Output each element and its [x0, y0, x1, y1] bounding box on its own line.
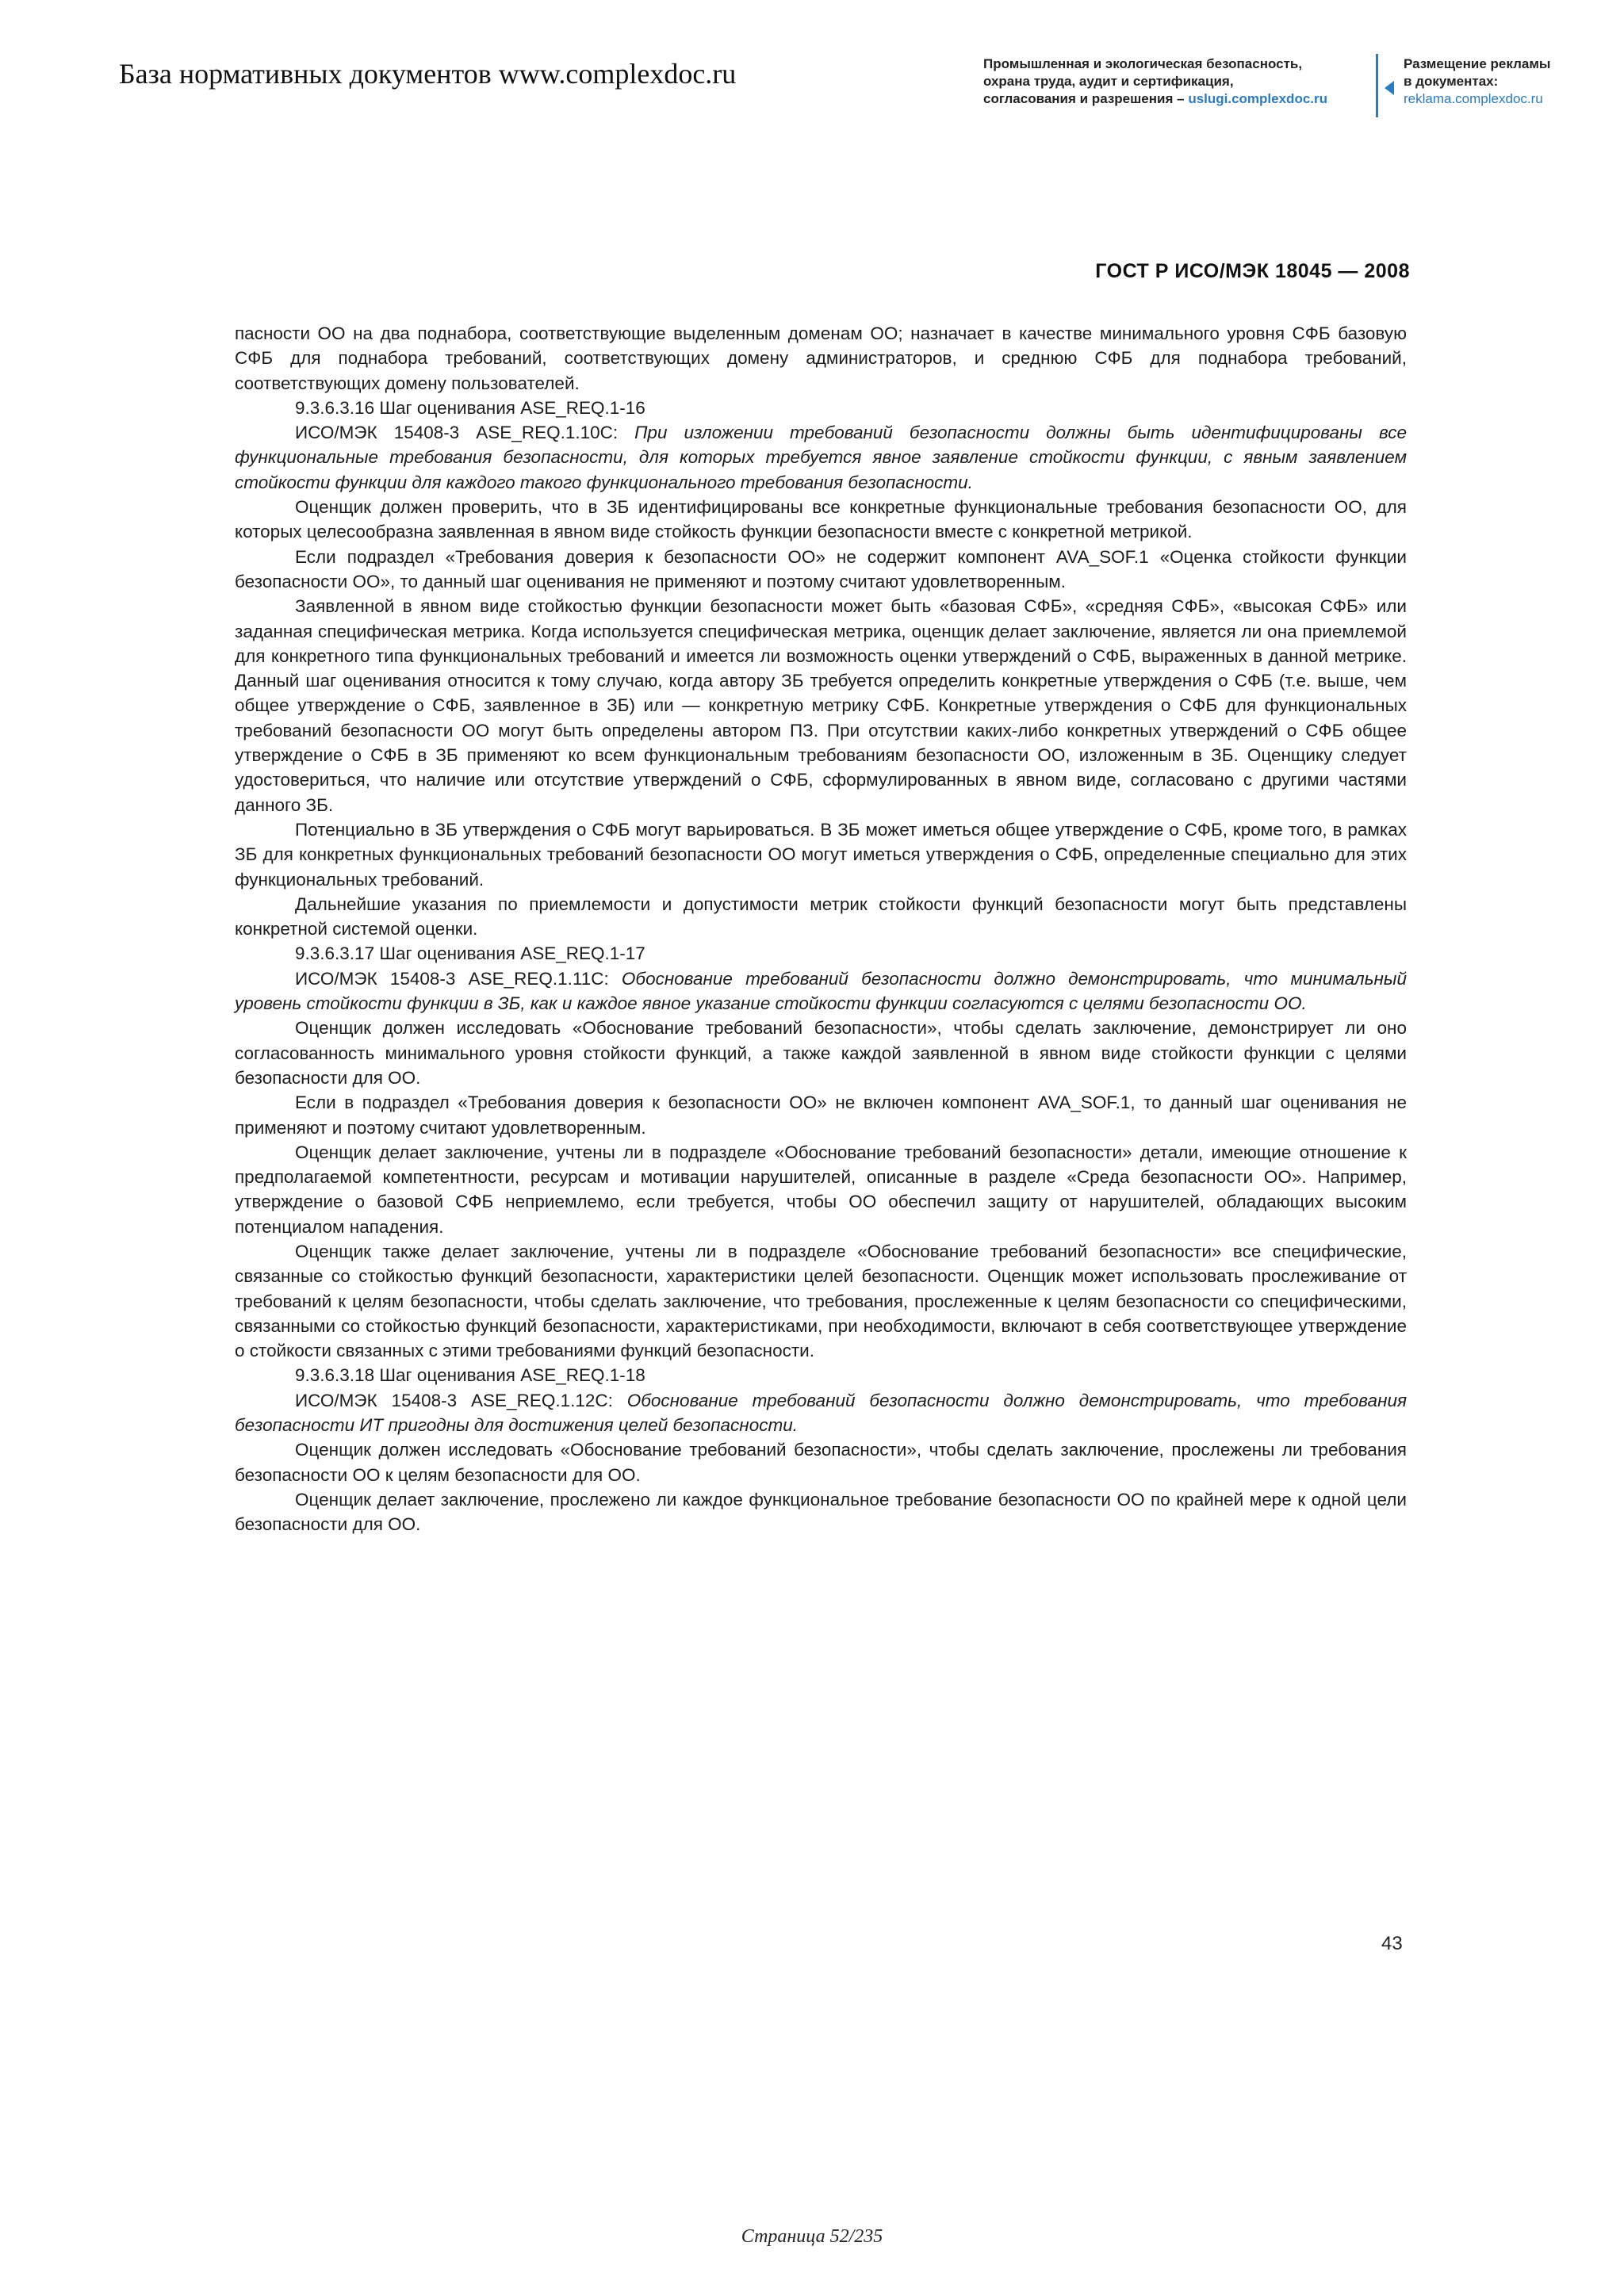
uslugi-link[interactable]: uslugi.complexdoc.ru: [1188, 91, 1328, 106]
paragraph: Оценщик должен исследовать «Обоснование требований безопасности», чтобы сделать заключение, прослежены ли требования безопасности ОО к целям безопасности для ОО.: [235, 1440, 1407, 1485]
paragraph: Оценщик должен проверить, что в ЗБ идентифицированы все конкретные функциональные требования безопасности ОО, для которых целесообразна заявленная в явном виде стойкость функции безопасности вместе с конкретной метрикой.: [235, 497, 1407, 542]
ad-services-block: [983, 55, 1327, 108]
requirement-lead: ИСО/МЭК 15408-3 ASE_REQ.1.11C:: [295, 968, 622, 989]
requirement-lead: ИСО/МЭК 15408-3 ASE_REQ.1.12C:: [295, 1390, 627, 1410]
paragraph: Если в подраздел «Требования доверия к безопасности ОО» не включен компонент AVA_SOF.1, то данный шаг оценивания не применяют и поэтому считают удовлетворенным.: [235, 1093, 1407, 1138]
paragraph: Потенциально в ЗБ утверждения о СФБ могут варьироваться. В ЗБ может иметься общее утверждение о СФБ, кроме того, в рамках ЗБ для конкретных функциональных требований безопасности ОО могут иметься утверждения о СФБ, определенные специально для этих функциональных требований.: [235, 819, 1407, 890]
requirement-paragraph: [235, 420, 1407, 495]
step-heading: 9.3.6.3.18 Шаг оценивания ASE_REQ.1-18: [295, 1365, 645, 1386]
step-heading: 9.3.6.3.17 Шаг оценивания ASE_REQ.1-17: [295, 943, 645, 964]
reklama-link[interactable]: reklama.complexdoc.ru: [1404, 91, 1543, 106]
requirement-paragraph: [235, 966, 1407, 1016]
footer-page-label: Страница 52/235: [741, 2226, 883, 2247]
requirement-italic: Обоснование требований безопасности должно демонстрировать, что минимальный уровень стойкости функции в ЗБ, как и каждое явное указание стойкости функции согласуются с целями безопасности ОО.: [235, 968, 1407, 1014]
site-title: База нормативных документов www.complexdoc.ru: [119, 58, 737, 90]
paragraph: Оценщик также делает заключение, учтены ли в подразделе «Обоснование требований безопасности» все специфические, связанные со стойкостью функций безопасности, характеристики целей безопасности. Оценщик может использовать прослеживание от требований к целям безопасности, чтобы сделать заключение, что требования, прослеженные к целям безопасности со специфическими, связанными со стойкостью функций безопасности, характеристиками, при необходимости, включают в себя соответствующее утверждение о стойкости связанных с этими требованиями функций безопасности.: [235, 1241, 1407, 1361]
ad-divider: [1376, 54, 1378, 117]
ad-line-3: [983, 90, 1327, 108]
paragraph: пасности ОО на два поднабора, соответствующие выделенным доменам ОО; назначает в качестве минимального уровня СФБ базовую СФБ для поднабора требований, соответствующих домену администраторов, и среднюю СФБ для поднабора требований, соответствующих домену пользователей.: [235, 323, 1407, 393]
paragraph: Оценщик делает заключение, учтены ли в подразделе «Обоснование требований безопасности» детали, имеющие отношение к предполагаемой компетентности, ресурсам и мотивации нарушителей, описанные в разделе «Среда безопасности ОО». Например, утверждение о базовой СФБ неприемлемо, если требуется, чтобы ОО обеспечил защиту от нарушителей, обладающих высоким потенциалом нападения.: [235, 1142, 1407, 1237]
paragraph: Оценщик должен исследовать «Обоснование требований безопасности», чтобы сделать заключение, демонстрирует ли оно согласованность минимального уровня стойкости функций, а также каждой заявленной в явном виде стойкости функции с целями безопасности для ОО.: [235, 1018, 1407, 1088]
requirement-paragraph: [235, 1388, 1407, 1438]
requirement-italic: Обоснование требований безопасности должно демонстрировать, что требования безопасности ИТ пригодны для достижения целей безопасности.: [235, 1390, 1407, 1436]
paragraph: Если подраздел «Требования доверия к безопасности ОО» не содержит компонент AVA_SOF.1 «Оценка стойкости функции безопасности ОО», то данный шаг оценивания не применяют и поэтому считают удовлетворенным.: [235, 546, 1407, 591]
document-body: [235, 321, 1407, 1537]
paragraph: Оценщик делает заключение, прослежено ли каждое функциональное требование безопасности ОО по крайней мере к одной цели безопасности для ОО.: [235, 1489, 1407, 1535]
paragraph: Дальнейшие указания по приемлемости и допустимости метрик стойкости функций безопасности могут быть представлены конкретной системой оценки.: [235, 894, 1407, 939]
ad-line-2: охрана труда, аудит и сертификация,: [983, 74, 1234, 89]
ad-advertising-block: [1404, 55, 1550, 108]
step-heading: 9.3.6.3.16 Шаг оценивания ASE_REQ.1-16: [295, 397, 645, 418]
page-number: 43: [1381, 1933, 1403, 1954]
arrow-left-icon: [1385, 81, 1394, 95]
requirement-italic: При изложении требований безопасности должны быть идентифицированы все функциональные требования безопасности, для которых требуется явное заявление стойкости функции, с явным заявлением стойкости функции для каждого такого функционального требования безопасности.: [235, 423, 1407, 492]
standard-header: ГОСТ Р ИСО/МЭК 18045 — 2008: [1095, 260, 1410, 282]
ad-right-line-1: Размещение рекламы: [1404, 56, 1551, 71]
ad-line-1: Промышленная и экологическая безопасность,: [983, 56, 1303, 71]
ad-line-3-text: согласования и разрешения –: [983, 91, 1189, 106]
ad-right-line-2: в документах:: [1404, 74, 1499, 89]
requirement-lead: ИСО/МЭК 15408-3 ASE_REQ.1.10C:: [295, 423, 635, 443]
paragraph: Заявленной в явном виде стойкостью функции безопасности может быть «базовая СФБ», «средняя СФБ», «высокая СФБ» или заданная специфическая метрика. Когда используется специфическая метрика, оценщик делает заключение, является ли она приемлемой для конкретного типа функциональных требований и имеется ли возможность оценки утверждений о СФБ, выраженных в данной метрике. Данный шаг оценивания относится к тому случаю, когда автору ЗБ требуется определить конкретные утверждения о СФБ (т.е. выше, чем общее утверждение о СФБ, заявленное в ЗБ) или — конкретную метрику СФБ. Конкретные утверждения о СФБ для функциональных требований безопасности ОО могут быть определены автором ПЗ. При отсутствии каких-либо конкретных утверждений о СФБ общее утверждение о СФБ в ЗБ применяют ко всем функциональным требованиям безопасности ОО, изложенным в ЗБ. Оценщику следует удостовериться, что наличие или отсутствие утверждений о СФБ, сформулированных в явном виде, согласовано с другими частями данного ЗБ.: [235, 596, 1407, 815]
